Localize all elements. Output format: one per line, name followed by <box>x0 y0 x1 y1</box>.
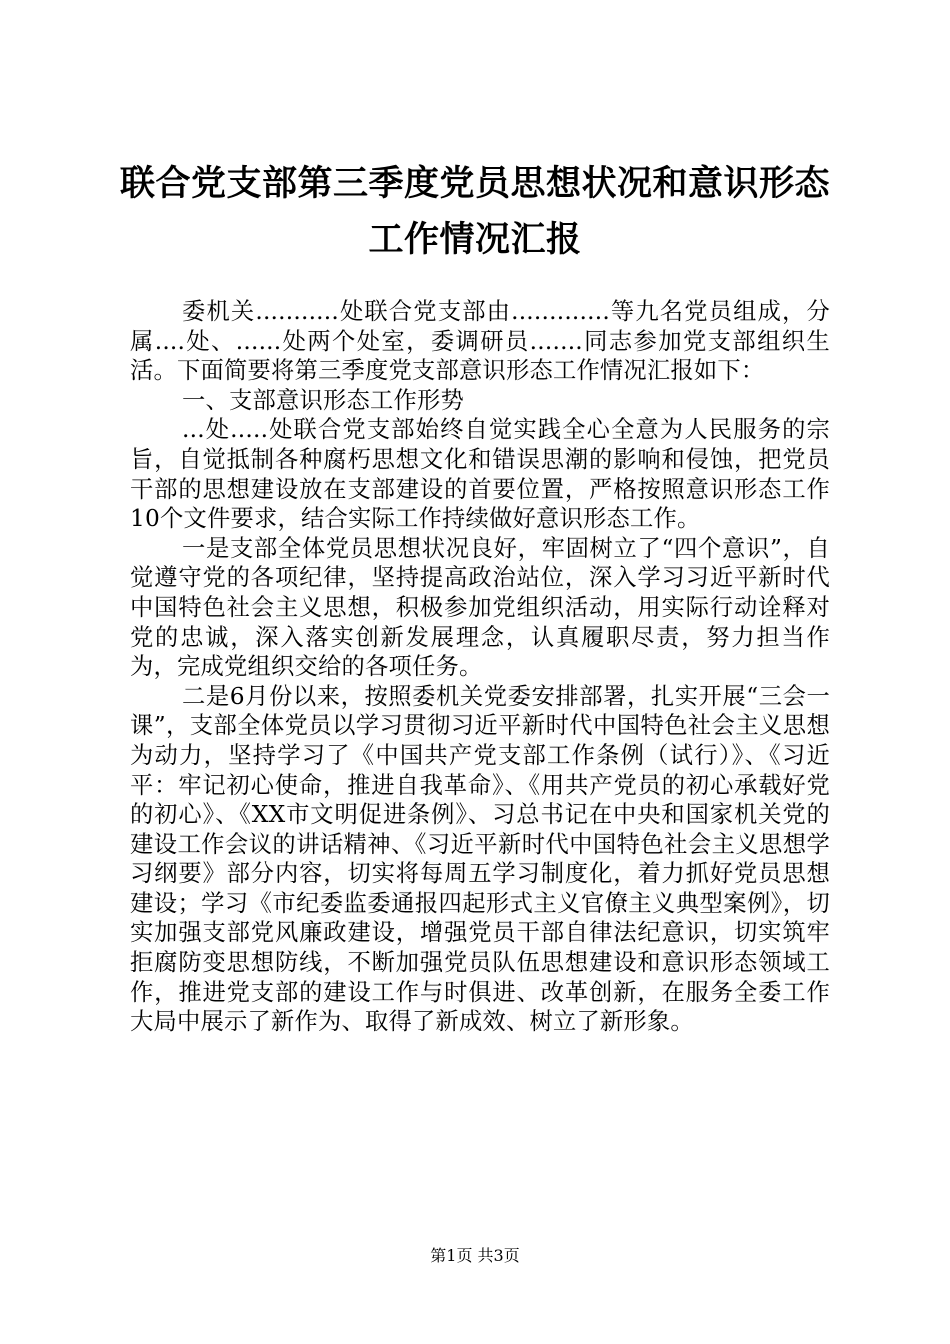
document-title-line-1: 联合党支部第三季度党员思想状况和意识形态 <box>119 163 830 204</box>
body-paragraph: 一是支部全体党员思想状况良好，牢固树立了“四个意识”，自觉遵守党的各项纪律，坚持提高政治站位，深入学习习近平新时代中国特色社会主义思想，积极参加党组织活动，用实际行动诠释对党的忠诚，深入落实创新发展理念，认真履职尽责，努力担当作为，完成党组织交给的各项任务。 <box>130 534 830 681</box>
body-paragraph: 二是6月份以来，按照委机关党委安排部署，扎实开展“三会一课”，支部全体党员以学习贯彻习近平新时代中国特色社会主义思想为动力，坚持学习了《中国共产党支部工作条例（试行）》、《习近平：牢记初心使命，推进自我革命》、《用共产党员的初心承载好党的初心》、《XX市文明促进条例》、习总书记在中央和国家机关党的建设工作会议的讲话精神、《习近平新时代中国特色社会主义思想学习纲要》部分内容，切实将每周五学习制度化，着力抓好党员思想建设；学习《市纪委监委通报四起形式主义官僚主义典型案例》，切实加强支部党风廉政建设，增强党员干部自律法纪意识，切实筑牢拒腐防变思想防线，不断加强党员队伍思想建设和意识形态领域工作，推进党支部的建设工作与时俱进、改革创新，在服务全委工作大局中展示了新作为、取得了新成效、树立了新形象。 <box>130 682 830 1036</box>
document-title-line-2: 工作情况汇报 <box>368 219 582 260</box>
section-heading: 一、支部意识形态工作形势 <box>182 386 464 414</box>
document-body <box>130 297 830 1037</box>
body-paragraph: ...处.....处联合党支部始终自觉实践全心全意为人民服务的宗旨，自觉抵制各种腐朽思想文化和错误思潮的影响和侵蚀，把党员干部的思想建设放在支部建设的首要位置，严格按照意识形态工作10个文件要求，结合实际工作持续做好意识形态工作。 <box>130 416 830 533</box>
intro-paragraph: 委机关...........处联合党支部由.............等九名党员组成，分属....处、......处两个处室，委调研员.......同志参加党支部组织生活。下面简要将第三季度党支部意识形态工作情况汇报如下： <box>130 298 830 385</box>
page-number-footer: 第1页 共3页 <box>430 1246 520 1265</box>
